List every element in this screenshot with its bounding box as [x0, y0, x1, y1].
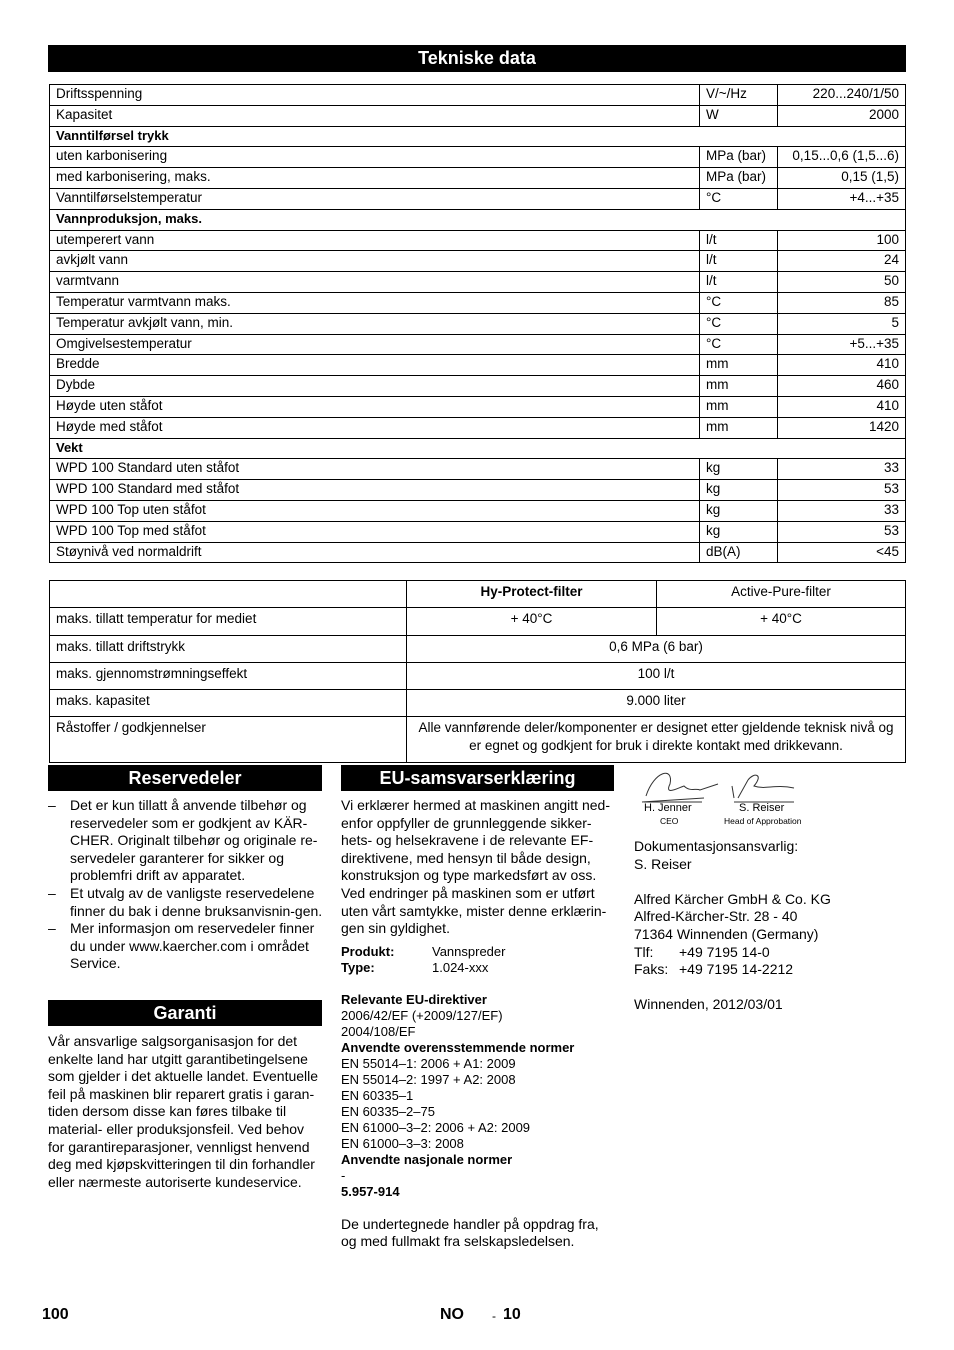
spec-value: 2000 [778, 105, 906, 126]
spec-unit: kg [700, 480, 778, 501]
spec-unit: °C [700, 313, 778, 334]
dash-bullet: – [48, 884, 56, 901]
spec-group-heading: Vanntilførsel trykk [50, 126, 906, 147]
eu-intro: Vi erklærer hermed at maskinen angitt ned-enfor oppfyller de grunnleggende sikker-hets- og helsekravene i de relevante EF-direktivene, med hensyn til både design, konstruksjon og type markedsført av oss. Ved endringer på maskinen som er utført uten vårt samtykke, mister denne erklærin-gen sin gyldighet. [341, 797, 610, 937]
spec-unit: kg [700, 500, 778, 521]
spec-row [50, 417, 906, 438]
spec-row [50, 396, 906, 417]
spec-unit: l/t [700, 251, 778, 272]
spec-label: utemperert vann [50, 230, 700, 251]
page-number: 100 [42, 1306, 69, 1323]
spec-label: Dybde [50, 376, 700, 397]
filter-value: 9.000 liter [407, 690, 906, 717]
spec-label: Høyde uten ståfot [50, 396, 700, 417]
norms-heading: Anvendte overensstemmende normer [341, 1039, 575, 1055]
company-street: Alfred-Kärcher-Str. 28 - 40 [634, 908, 798, 925]
spec-table [49, 84, 906, 563]
spec-label: Temperatur varmtvann maks. [50, 292, 700, 313]
spec-unit: l/t [700, 272, 778, 293]
filter-value: + 40°C [407, 608, 657, 635]
norm: EN 55014–1: 2006 + A1: 2009 [341, 1055, 516, 1071]
spec-row [50, 230, 906, 251]
spec-unit: l/t [700, 230, 778, 251]
company-city: 71364 Winnenden (Germany) [634, 925, 819, 942]
spec-group-heading: Vekt [50, 438, 906, 459]
norm: EN 61000–3–2: 2006 + A2: 2009 [341, 1119, 531, 1135]
filter-value: Alle vannførende deler/komponenter er designet etter gjeldende teknisk nivå og er egnet og godkjent for bruk i direkte kontakt med drikkevann. [407, 717, 906, 763]
filter-label: maks. tillatt driftstrykk [50, 635, 407, 662]
directives-heading: Relevante EU-direktiver [341, 991, 487, 1007]
spec-value: 0,15 (1,5) [778, 168, 906, 189]
spec-row [50, 376, 906, 397]
spec-label: WPD 100 Top uten ståfot [50, 500, 700, 521]
list-item-text: Det er kun tillatt å anvende tilbehør og reservedeler som er godkjent av KÄR-CHER. Originalt tilbehør og originale re-servedeler garanterer for sikker og problemfri drift av apparatet. [70, 797, 318, 884]
spec-row [50, 272, 906, 293]
dash-bullet: – [48, 797, 56, 813]
spec-unit: dB(A) [700, 542, 778, 563]
type-value: 1.024-xxx [432, 959, 489, 975]
doc-resp-label: Dokumentasjonsansvarlig: [634, 838, 799, 854]
spec-label: WPD 100 Top med ståfot [50, 521, 700, 542]
spec-label: Temperatur avkjølt vann, min. [50, 313, 700, 334]
spec-row [50, 355, 906, 376]
filter-label: maks. tillatt temperatur for mediet [50, 608, 407, 635]
spec-unit: W [700, 105, 778, 126]
filter-row [50, 635, 906, 662]
spec-value: 53 [778, 521, 906, 542]
spec-row [50, 105, 906, 126]
spec-value: 100 [778, 230, 906, 251]
spec-label: WPD 100 Standard med ståfot [50, 480, 700, 501]
spec-unit: °C [700, 334, 778, 355]
spec-row [50, 438, 906, 459]
spec-unit: kg [700, 521, 778, 542]
garanti-text: Vår ansvarlige salgsorganisasjon for det enkelte land har utgitt garantibetingelsene som gjelder i det aktuelle landet. Eventuelle feil på maskinen blir reparert gratis i garan-tiden dersom disse kan føres tilbake til material- eller produksjonsfeil. Ved behov for garantireparasjoner, vennligst henvend deg med kjøpskvitteringen til din forhandler eller nærmeste autoriserte kundeservice. [48, 1033, 319, 1190]
company-name: Alfred Kärcher GmbH & Co. KG [634, 890, 831, 907]
spec-row [50, 500, 906, 521]
signer-name: S. Reiser [739, 802, 785, 814]
spec-unit: mm [700, 417, 778, 438]
spec-row [50, 209, 906, 230]
list-item-text: Mer informasjon om reservedeler finner du under www.kaercher.com i området Service. [70, 920, 315, 972]
spec-label: WPD 100 Standard uten ståfot [50, 459, 700, 480]
filter-label: Råstoffer / godkjennelser [50, 717, 407, 763]
spec-label: Vanntilførselstemperatur [50, 188, 700, 209]
list-item-text: Et utvalg av de vanligste reservedelene finner du bak i denne bruksanvisnin-gen. [70, 884, 323, 919]
spec-row [50, 251, 906, 272]
product-label: Produkt: [341, 943, 395, 959]
filter-header: Active-Pure-filter [657, 581, 906, 608]
spec-unit: °C [700, 292, 778, 313]
filter-value: + 40°C [657, 608, 906, 635]
norm: EN 61000–3–3: 2008 [341, 1135, 464, 1151]
filter-value: 100 l/t [407, 662, 906, 689]
doc-number: 5.957-914 [341, 1183, 400, 1199]
spec-label: med karbonisering, maks. [50, 168, 700, 189]
spec-row [50, 188, 906, 209]
signer-name: H. Jenner [644, 802, 692, 814]
spec-row [50, 542, 906, 563]
spec-value: 33 [778, 500, 906, 521]
directive: 2006/42/EF (+2009/127/EF) [341, 1007, 503, 1023]
spec-row [50, 126, 906, 147]
filter-row [50, 608, 906, 635]
spec-row [50, 480, 906, 501]
spec-unit: mm [700, 355, 778, 376]
spec-value: 53 [778, 480, 906, 501]
spec-label: Omgivelsestemperatur [50, 334, 700, 355]
spec-label: avkjølt vann [50, 251, 700, 272]
product-value: Vannspreder [432, 943, 506, 959]
spec-unit: °C [700, 188, 778, 209]
spec-label: Kapasitet [50, 105, 700, 126]
filter-label: maks. kapasitet [50, 690, 407, 717]
fax-label: Faks: [634, 961, 669, 978]
dash-bullet: – [48, 920, 56, 937]
filter-header-row [50, 581, 906, 608]
tel-value: +49 7195 14-0 [679, 943, 770, 960]
spec-row [50, 85, 906, 106]
filter-table [49, 580, 906, 763]
language-code: NO [440, 1306, 464, 1323]
list-item [48, 797, 324, 885]
spec-unit: mm [700, 376, 778, 397]
spec-row [50, 313, 906, 334]
spec-value: 410 [778, 355, 906, 376]
spec-label: Driftsspenning [50, 85, 700, 106]
reservedeler-list [48, 797, 324, 973]
closing-text: De undertegnede handler på oppdrag fra, og med fullmakt fra selskapsledelsen. [341, 1215, 599, 1250]
section-title-tekniske-data: Tekniske data [48, 45, 906, 72]
spec-row [50, 168, 906, 189]
spec-value: +5...+35 [778, 334, 906, 355]
doc-resp-name: S. Reiser [634, 855, 692, 872]
norm: EN 60335–2–75 [341, 1103, 435, 1119]
footer-separator: - [492, 1309, 496, 1323]
section-title-eu: EU-samsvarserklæring [341, 765, 614, 791]
spec-row [50, 521, 906, 542]
national-value: - [341, 1167, 346, 1183]
spec-row [50, 459, 906, 480]
spec-unit: mm [700, 396, 778, 417]
list-item [48, 885, 324, 920]
spec-value: 1420 [778, 417, 906, 438]
spec-label: uten karbonisering [50, 147, 700, 168]
spec-unit: V/~/Hz [700, 85, 778, 106]
list-item [48, 920, 324, 973]
spec-row [50, 334, 906, 355]
spec-unit: MPa (bar) [700, 147, 778, 168]
spec-label: varmtvann [50, 272, 700, 293]
place-date: Winnenden, 2012/03/01 [634, 996, 783, 1013]
filter-value: 0,6 MPa (6 bar) [407, 635, 906, 662]
fax-value: +49 7195 14-2212 [679, 961, 794, 978]
spec-value: 24 [778, 251, 906, 272]
norm: EN 55014–2: 1997 + A2: 2008 [341, 1071, 516, 1087]
spec-value: 33 [778, 459, 906, 480]
spec-value: 0,15...0,6 (1,5...6) [778, 147, 906, 168]
filter-header: Hy-Protect-filter [407, 581, 657, 608]
filter-row [50, 717, 906, 763]
spec-unit: kg [700, 459, 778, 480]
signer-role: Head of Approbation [724, 816, 802, 826]
contact-block [634, 838, 894, 1014]
spec-value: 410 [778, 396, 906, 417]
filter-row [50, 690, 906, 717]
filter-label: maks. gjennomstrømningseffekt [50, 662, 407, 689]
spec-value: <45 [778, 542, 906, 563]
spec-value: +4...+35 [778, 188, 906, 209]
spec-label: Høyde med ståfot [50, 417, 700, 438]
section-title-reservedeler: Reservedeler [48, 765, 322, 791]
spec-value: 50 [778, 272, 906, 293]
type-label: Type: [341, 959, 375, 975]
spec-label: Støynivå ved normaldrift [50, 542, 700, 563]
sub-page-number: 10 [503, 1306, 521, 1323]
spec-row [50, 147, 906, 168]
directive: 2004/108/EF [341, 1023, 416, 1039]
spec-value: 85 [778, 292, 906, 313]
spec-value: 460 [778, 376, 906, 397]
signatures [634, 766, 824, 832]
signature-image [634, 766, 824, 806]
spec-value: 220...240/1/50 [778, 85, 906, 106]
national-heading: Anvendte nasjonale normer [341, 1151, 513, 1167]
spec-unit: MPa (bar) [700, 168, 778, 189]
spec-label: Bredde [50, 355, 700, 376]
spec-row [50, 292, 906, 313]
norm: EN 60335–1 [341, 1087, 414, 1103]
signer-role: CEO [660, 816, 679, 826]
section-title-garanti: Garanti [48, 1000, 322, 1026]
spec-value: 5 [778, 313, 906, 334]
eu-declaration [341, 797, 617, 1251]
tel-label: Tlf: [634, 943, 654, 960]
filter-header [50, 581, 407, 608]
filter-row [50, 662, 906, 689]
spec-group-heading: Vannproduksjon, maks. [50, 209, 906, 230]
